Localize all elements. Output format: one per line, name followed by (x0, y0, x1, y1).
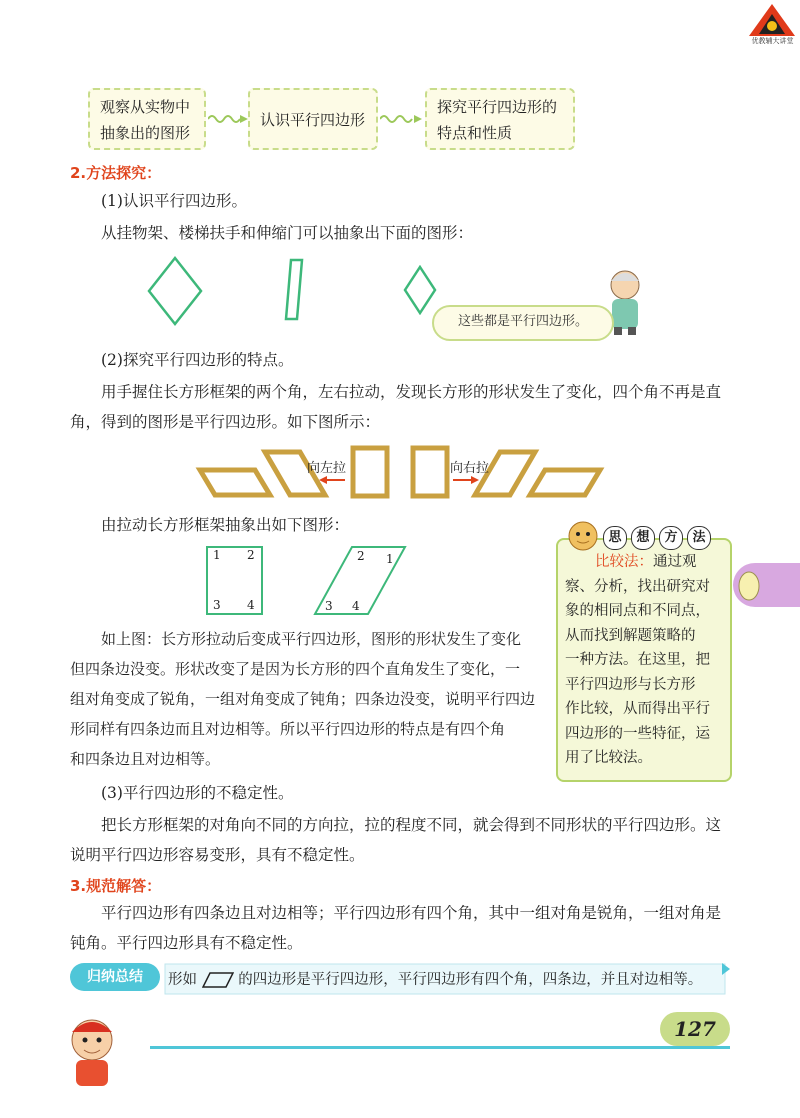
method-line8: 四边形的一些特征，运 (565, 725, 710, 742)
paragraph-instability-line2: 说明平行四边形容易变形，具有不稳定性。 (70, 846, 365, 864)
method-highlight: 比较法： (595, 554, 653, 570)
paragraph-instability (70, 810, 730, 870)
page-number: 127 (660, 1012, 730, 1046)
rhombus-shape-large (145, 255, 205, 327)
paragraph-explanation (70, 624, 548, 774)
angle-label-1: 1 (213, 548, 221, 562)
flow-box-explore (425, 88, 575, 150)
thinking-method-title (603, 526, 711, 550)
paragraph-abstract: 从挂物架、楼梯扶手和伸缩门可以抽象出下面的图形： (101, 224, 474, 242)
flow-box-observe-line1: 观察从实物中 (100, 98, 191, 116)
section-heading-method: 2.方法探究： (70, 164, 162, 182)
teacher-tip-text: 这些都是平行四边形。 (457, 314, 588, 329)
method-line6: 平行四边形与长方形 (565, 676, 696, 693)
frame-pulling-illustration (195, 440, 605, 502)
method-line4: 从而找到解题策略的 (565, 627, 696, 644)
angle-label-4b: 4 (352, 599, 360, 613)
paragraph-answer (70, 898, 730, 958)
angle-label-2: 2 (247, 548, 255, 562)
paragraph-explanation-line2: 但四条边没变。形状改变了是因为长方形的四个直角发生了变化，一 (70, 660, 521, 678)
paragraph-explanation-line1: 如上图：长方形拉动后变成平行四边形，图形的形状发生了变化 (101, 630, 522, 648)
flow-box-observe-line2: 抽象出的图形 (100, 124, 191, 142)
angle-label-3: 3 (213, 598, 221, 612)
paragraph-answer-line2: 钝角。平行四边形具有不稳定性。 (70, 934, 303, 952)
cartoon-mascot-icon (563, 514, 603, 554)
parallelogram-shape-thin (283, 257, 305, 323)
method-line2: 察、分析，找出研究对 (565, 578, 710, 595)
paragraph-pull-frame-line1: 用手握住长方形框架的两个角，左右拉动，发现长方形的形状发生了变化，四个角不再是直 (101, 383, 722, 401)
summary-body: 的四边形是平行四边形，平行四边形有四个角，四条边，并且对边相等。 (238, 972, 703, 988)
arrow-left-label: 向左拉 (307, 461, 347, 476)
cartoon-boy-icon (62, 1010, 122, 1090)
method-line1: 通过观 (653, 554, 697, 570)
title-char-1: 思 (603, 526, 627, 550)
paragraph-pull-frame-line2: 角，得到的图形是平行四边形。如下图所示： (70, 413, 381, 431)
method-line5: 一种方法。在这里，把 (565, 652, 710, 668)
rhombus-shape-small (402, 265, 438, 315)
parallelogram-inline-icon (202, 971, 234, 989)
arrow-right-label: 向右拉 (450, 461, 490, 476)
footer-rule (150, 1046, 730, 1049)
method-line9: 用了比较法。 (565, 750, 652, 766)
section-heading-answer: 3.规范解答： (70, 877, 162, 895)
sub-heading-features: (2)探究平行四边形的特点。 (101, 351, 294, 369)
paragraph-answer-line1: 平行四边形有四条边且对边相等；平行四边形有四个角，其中一组对角是锐角，一组对角是 (101, 904, 722, 922)
method-line3: 象的相同点和不同点， (565, 603, 710, 619)
logo-emblem-icon (745, 0, 800, 40)
paragraph-instability-line1: 把长方形框架的对角向不同的方向拉，拉的程度不同，就会得到不同形状的平行四边形。这 (101, 816, 722, 834)
paragraph-pull-frame (70, 377, 730, 437)
sub-heading-instability: (3)平行四边形的不稳定性。 (101, 784, 294, 802)
flow-box-explore-line1: 探究平行四边形的 (437, 98, 558, 116)
paragraph-explanation-line5: 和四条边且对边相等。 (70, 750, 221, 768)
flow-box-observe (88, 88, 206, 150)
flow-box-recognize-text: 认识平行四边形 (260, 111, 366, 129)
teacher-tip-bubble (432, 305, 614, 341)
mascot-peek-icon (735, 566, 761, 604)
summary-label: 归纳总结 (87, 969, 143, 985)
title-char-3: 方 (659, 526, 683, 550)
paragraph-explanation-line4: 形同样有四条边而且对边相等。所以平行四边形的特点是有四个角 (70, 720, 506, 738)
angle-label-4: 4 (247, 598, 255, 612)
method-line7: 作比较，从而得出平行 (565, 701, 710, 717)
flow-box-recognize (248, 88, 378, 150)
wavy-arrow-icon (380, 113, 422, 125)
logo-text: 优教辅大讲堂 (751, 37, 794, 45)
title-char-2: 想 (631, 526, 655, 550)
summary-prefix: 形如 (168, 972, 197, 988)
angle-label-3b: 3 (325, 599, 333, 613)
wavy-arrow-icon (208, 113, 248, 125)
sub-heading-recognize: (1)认识平行四边形。 (101, 192, 247, 210)
paragraph-abstract-from-frame: 由拉动长方形框架抽象出如下图形： (101, 516, 350, 534)
angle-label-2b: 2 (357, 549, 365, 563)
publisher-logo (745, 0, 800, 55)
thinking-method-text (565, 550, 725, 771)
summary-text (168, 968, 702, 989)
title-char-4: 法 (687, 526, 711, 550)
flow-box-explore-line2: 特点和性质 (437, 124, 513, 142)
paragraph-explanation-line3: 组对角变成了锐角，一组对角变成了钝角；四条边没变，说明平行四边 (70, 690, 536, 708)
angle-label-1b: 1 (386, 552, 394, 566)
